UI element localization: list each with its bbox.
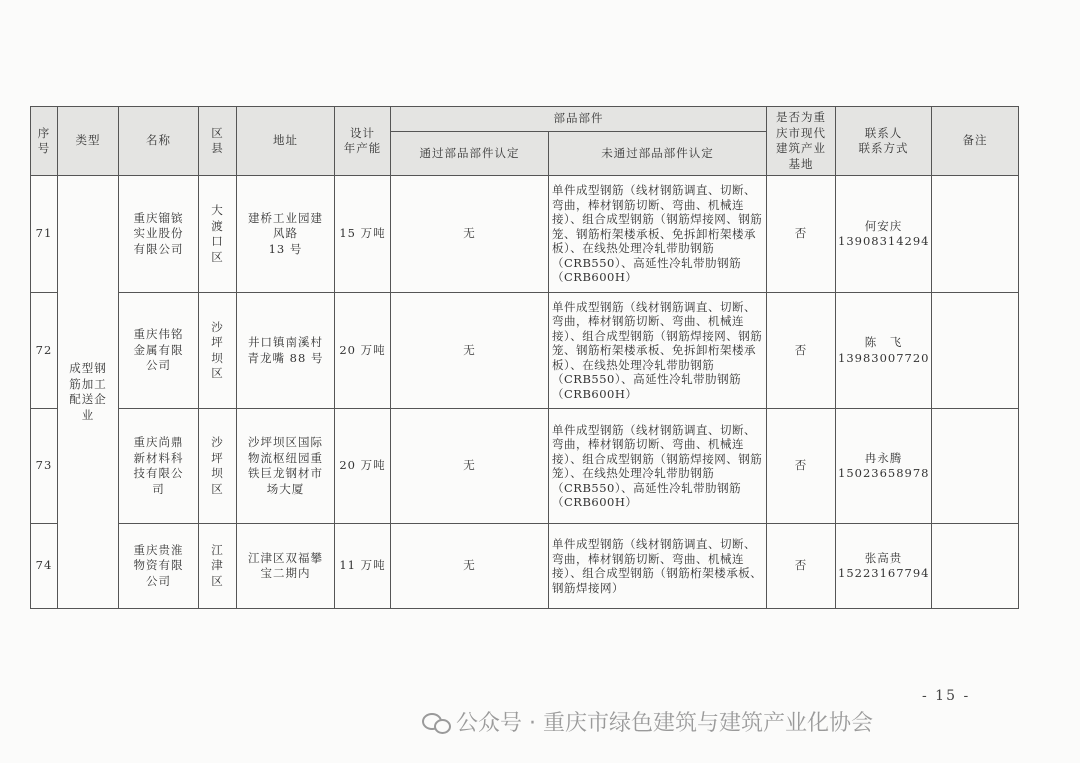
contact-cell: 陈 飞 13983007720	[836, 293, 932, 409]
seq-cell: 73	[31, 409, 58, 524]
enterprise-table	[30, 106, 1019, 609]
passed-cell: 无	[391, 524, 549, 609]
category-cell: 成型钢 筋加工 配送企 业	[58, 176, 119, 609]
remark-cell	[932, 176, 1019, 293]
passed-cell: 无	[391, 293, 549, 409]
not-passed-cell: 单件成型钢筋（线材钢筋调直、切断、弯曲，棒材钢筋切断、弯曲、机械连接）、组合成型钢筋（钢筋焊接网、钢筋笼、钢筋桁架楼承板、免拆卸桁架楼承板）、在线热处理冷轧带肋钢筋（CRB550）、高延性冷轧带肋钢筋（CRB600H）	[549, 293, 767, 409]
capacity-cell: 20 万吨	[335, 293, 391, 409]
header-base: 是否为重 庆市现代 建筑产业 基地	[767, 107, 836, 176]
header-parts: 部品部件	[391, 107, 767, 132]
address-cell: 江津区双福攀 宝二期内	[237, 524, 335, 609]
district-cell: 大 渡 口 区	[199, 176, 237, 293]
table-row	[31, 524, 1019, 609]
name-cell: 重庆镏镔 实业股份 有限公司	[119, 176, 199, 293]
seq-cell: 72	[31, 293, 58, 409]
page-number: - 15 -	[922, 688, 971, 704]
header-not-passed: 未通过部品部件认定	[549, 132, 767, 176]
not-passed-cell: 单件成型钢筋（线材钢筋调直、切断、弯曲，棒材钢筋切断、弯曲、机械连接）、组合成型钢筋（钢筋焊接网、钢筋笼）、在线热处理冷轧带肋钢筋（CRB550）、高延性冷轧带肋钢筋（CRB600H）	[549, 409, 767, 524]
district-cell: 沙 坪 坝 区	[199, 293, 237, 409]
header-capacity: 设计 年产能	[335, 107, 391, 176]
district-cell: 沙 坪 坝 区	[199, 409, 237, 524]
capacity-cell: 11 万吨	[335, 524, 391, 609]
base-cell: 否	[767, 176, 836, 293]
name-cell: 重庆贵淮 物资有限 公司	[119, 524, 199, 609]
name-cell: 重庆尚鼎 新材料科 技有限公 司	[119, 409, 199, 524]
header-remark: 备注	[932, 107, 1019, 176]
wechat-icon	[422, 711, 450, 733]
header-name: 名称	[119, 107, 199, 176]
contact-cell: 张高贵 15223167794	[836, 524, 932, 609]
name-cell: 重庆伟铭 金属有限 公司	[119, 293, 199, 409]
base-cell: 否	[767, 524, 836, 609]
capacity-cell: 20 万吨	[335, 409, 391, 524]
district-cell: 江 津 区	[199, 524, 237, 609]
seq-cell: 71	[31, 176, 58, 293]
table-row	[31, 409, 1019, 524]
passed-cell: 无	[391, 409, 549, 524]
remark-cell	[932, 409, 1019, 524]
address-cell: 沙坪坝区国际 物流枢纽园重 铁巨龙钢材市 场大厦	[237, 409, 335, 524]
table-row	[31, 176, 1019, 293]
watermark-text: 公众号 · 重庆市绿色建筑与建筑产业化协会	[456, 711, 873, 736]
header-contact: 联系人 联系方式	[836, 107, 932, 176]
not-passed-cell: 单件成型钢筋（线材钢筋调直、切断、弯曲，棒材钢筋切断、弯曲、机械连接）、组合成型钢筋（钢筋焊接网、钢筋笼、钢筋桁架楼承板、免拆卸桁架楼承板）、在线热处理冷轧带肋钢筋（CRB550）、高延性冷轧带肋钢筋（CRB600H）	[549, 176, 767, 293]
contact-cell: 何安庆 13908314294	[836, 176, 932, 293]
address-cell: 建桥工业园建 风路 13 号	[237, 176, 335, 293]
remark-cell	[932, 293, 1019, 409]
contact-cell: 冉永腾 15023658978	[836, 409, 932, 524]
capacity-cell: 15 万吨	[335, 176, 391, 293]
header-address: 地址	[237, 107, 335, 176]
header-seq: 序 号	[31, 107, 58, 176]
header-district: 区 县	[199, 107, 237, 176]
table-row	[31, 293, 1019, 409]
passed-cell: 无	[391, 176, 549, 293]
base-cell: 否	[767, 409, 836, 524]
remark-cell	[932, 524, 1019, 609]
header-passed: 通过部品部件认定	[391, 132, 549, 176]
header-type: 类型	[58, 107, 119, 176]
address-cell: 井口镇南溪村 青龙嘴 88 号	[237, 293, 335, 409]
watermark	[422, 706, 873, 737]
not-passed-cell: 单件成型钢筋（线材钢筋调直、切断、弯曲，棒材钢筋切断、弯曲、机械连接）、组合成型钢筋（钢筋桁架楼承板、钢筋焊接网）	[549, 524, 767, 609]
seq-cell: 74	[31, 524, 58, 609]
base-cell: 否	[767, 293, 836, 409]
